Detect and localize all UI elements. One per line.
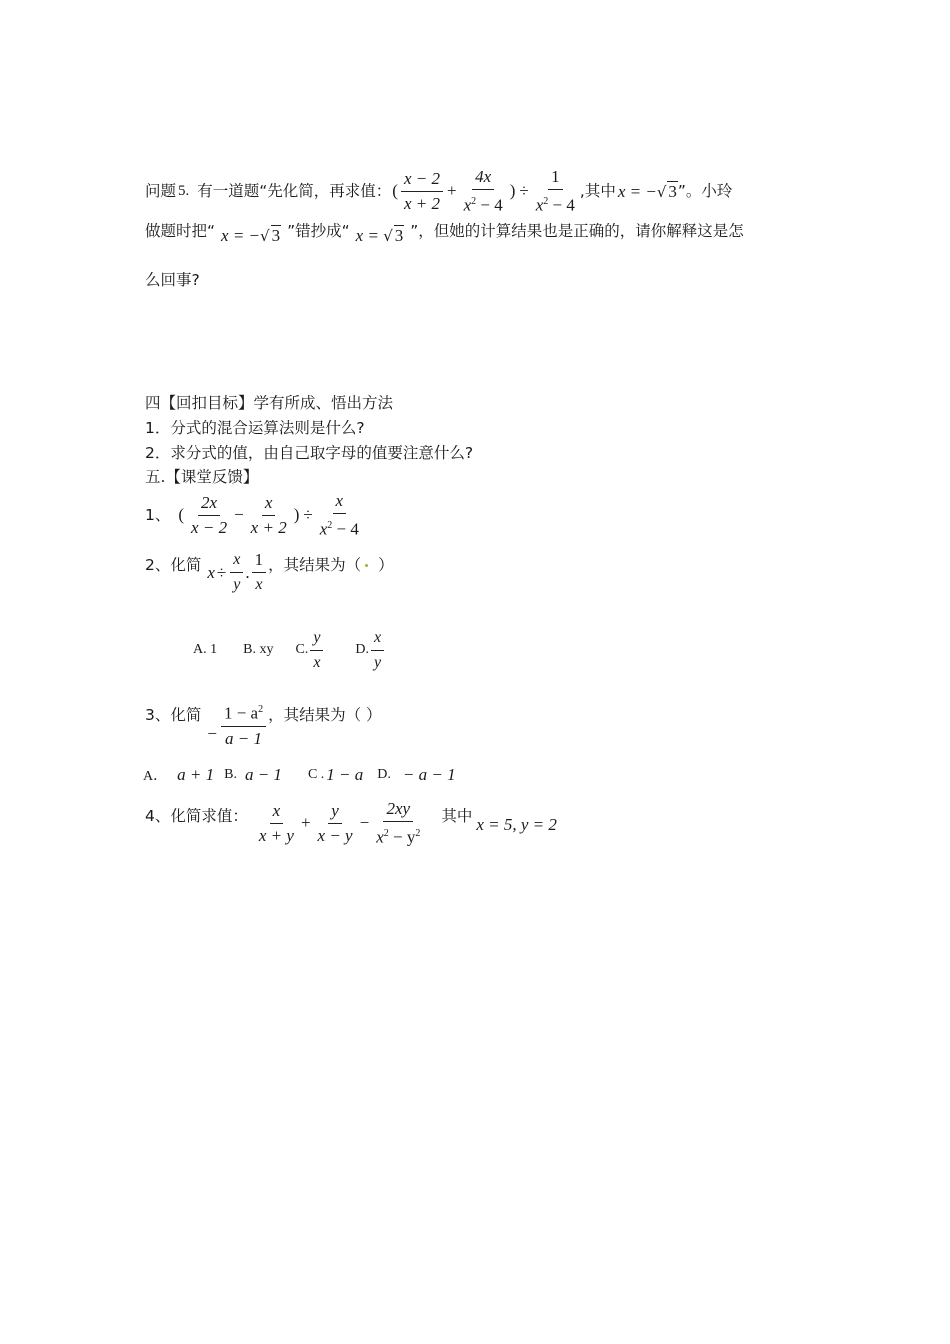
problem5-text3: ”。小玲 [677,182,733,200]
exercise1-label: 1、 [145,506,171,524]
problem5-line2-b: ”错抄成“ [287,222,350,240]
exercise3-option-b-label: B. [224,767,237,782]
exercise4-where: 其中 [441,807,473,825]
exercise4-frac2: $\frac{y}{x - y}$ [317,800,353,845]
problem5-condition: x = −√ 3 [617,181,677,201]
exercise2-option-c: $\frac{y}{x}$ [310,628,323,673]
section4-q1: 1．分式的混合运算法则是什么? [145,419,365,437]
exercise2-close: ） [378,556,394,574]
exercise2-frac2: $\frac{1}{x}$ [252,550,267,595]
problem5-line1: 问题 5. 有一道题“先化简，再求值： ( $\frac{x - 2}{x + 2}$ + $\frac{4x}{x^2 - 4}$ ) ÷ $\frac{1}{x^2 - 4}$ ,其中 x = −√ 3 ”。小玲 [145,166,733,215]
problem5-line2 [145,217,744,245]
problem5-plus: + [447,181,457,200]
exercise1: 1、 ( $\frac{2x}{x - 2}$ − $\frac{x}{x + 2}$ ) ÷ $\frac{x}{x^2 - 4}$ [145,490,364,540]
problem5-line2-c: ”，但她的计算结果也是正确的，请你解释这是怎 [410,222,744,240]
exercise4-condition: x = 5, y = 2 [476,815,557,834]
problem5-text1: 有一道题“先化简，再求值： [197,182,392,200]
exercise3-option-b: a − 1 [244,765,282,784]
exercise1-frac3: $\frac{x}{x^2 - 4}$ [319,490,359,539]
exercise2-option-b: B. xy [243,642,274,657]
problem5-right-value: x = √ 3 [355,225,404,245]
exercise3-tail: ，其结果为（ ） [268,706,382,724]
exercise2-label: 2、化简 [145,556,202,574]
exercise2-option-a: A. 1 [193,642,218,657]
problem5-line2-a: 做题时把“ [145,222,216,240]
exercise4-frac3: $\frac{2xy}{x^2 - y^2}$ [376,798,421,847]
exercise3-option-a-label: A． [143,769,168,784]
problem5-text2: ,其中 [579,182,616,200]
exercise3-option-d-label: D. [377,767,391,782]
exercise4: 4、化简求值： $\frac{x}{x + y}$ + $\frac{y}{x - y}$ − $\frac{2xy}{x^2 - y^2}$ 其中 x = 5, y = 2 [145,798,557,847]
exercise1-frac1: $\frac{2x}{x - 2}$ [191,492,228,537]
problem5-wrong-value: x = −√ 3 [221,225,281,245]
section4-q2: 2．求分式的值，由自己取字母的值要注意什么? [145,444,474,462]
exercise2-expression: x ÷ $\frac{x}{y}$ . $\frac{1}{x}$ [201,550,268,595]
exercise4-frac1: $\frac{x}{x + y}$ [258,800,294,845]
exercise3-label: 3、化简 [145,706,202,724]
decorative-dot [365,564,368,567]
exercise3-option-a: a + 1 [177,765,215,784]
exercise2-option-d-label: D. [355,642,370,657]
exercise3-option-d: − a − 1 [402,765,456,784]
exercise2 [145,550,394,600]
exercise3-option-c-label: C . [307,767,325,782]
exercise3-options [143,763,456,787]
exercise1-frac2: $\frac{x}{x + 2}$ [250,492,287,537]
exercise2-tail: ，其结果为（ [268,556,362,574]
problem5-div: ÷ [519,181,529,200]
problem5-frac2: $\frac{4x}{x^2 - 4}$ [463,166,503,215]
exercise4-label: 4、化简求值： [145,807,248,825]
problem5-number: 5. [178,183,190,199]
exercise2-options [193,625,386,675]
exercise3: 3、化简 − $\frac{1 - a^2}{a - 1}$ ，其结果为（ ） [145,700,382,752]
section4-title: 四【回扣目标】学有所成、悟出方法 [145,394,394,412]
exercise3-frac: $\frac{1 - a^2}{a - 1}$ [221,700,266,749]
problem5-line3: 么回事? [145,271,200,289]
problem5-frac1: $\frac{x - 2}{x + 2}$ [401,169,443,214]
exercise2-frac1: $\frac{x}{y}$ [230,550,243,595]
problem5-frac3: $\frac{1}{x^2 - 4}$ [535,166,575,215]
section5-title: 五.【课堂反馈】 [145,468,259,486]
problem5-label: 问题 [145,182,177,200]
exercise2-option-c-label: C. [295,642,309,657]
exercise2-option-d: $\frac{x}{y}$ [371,628,384,673]
exercise3-option-c: 1 − a [326,765,364,784]
